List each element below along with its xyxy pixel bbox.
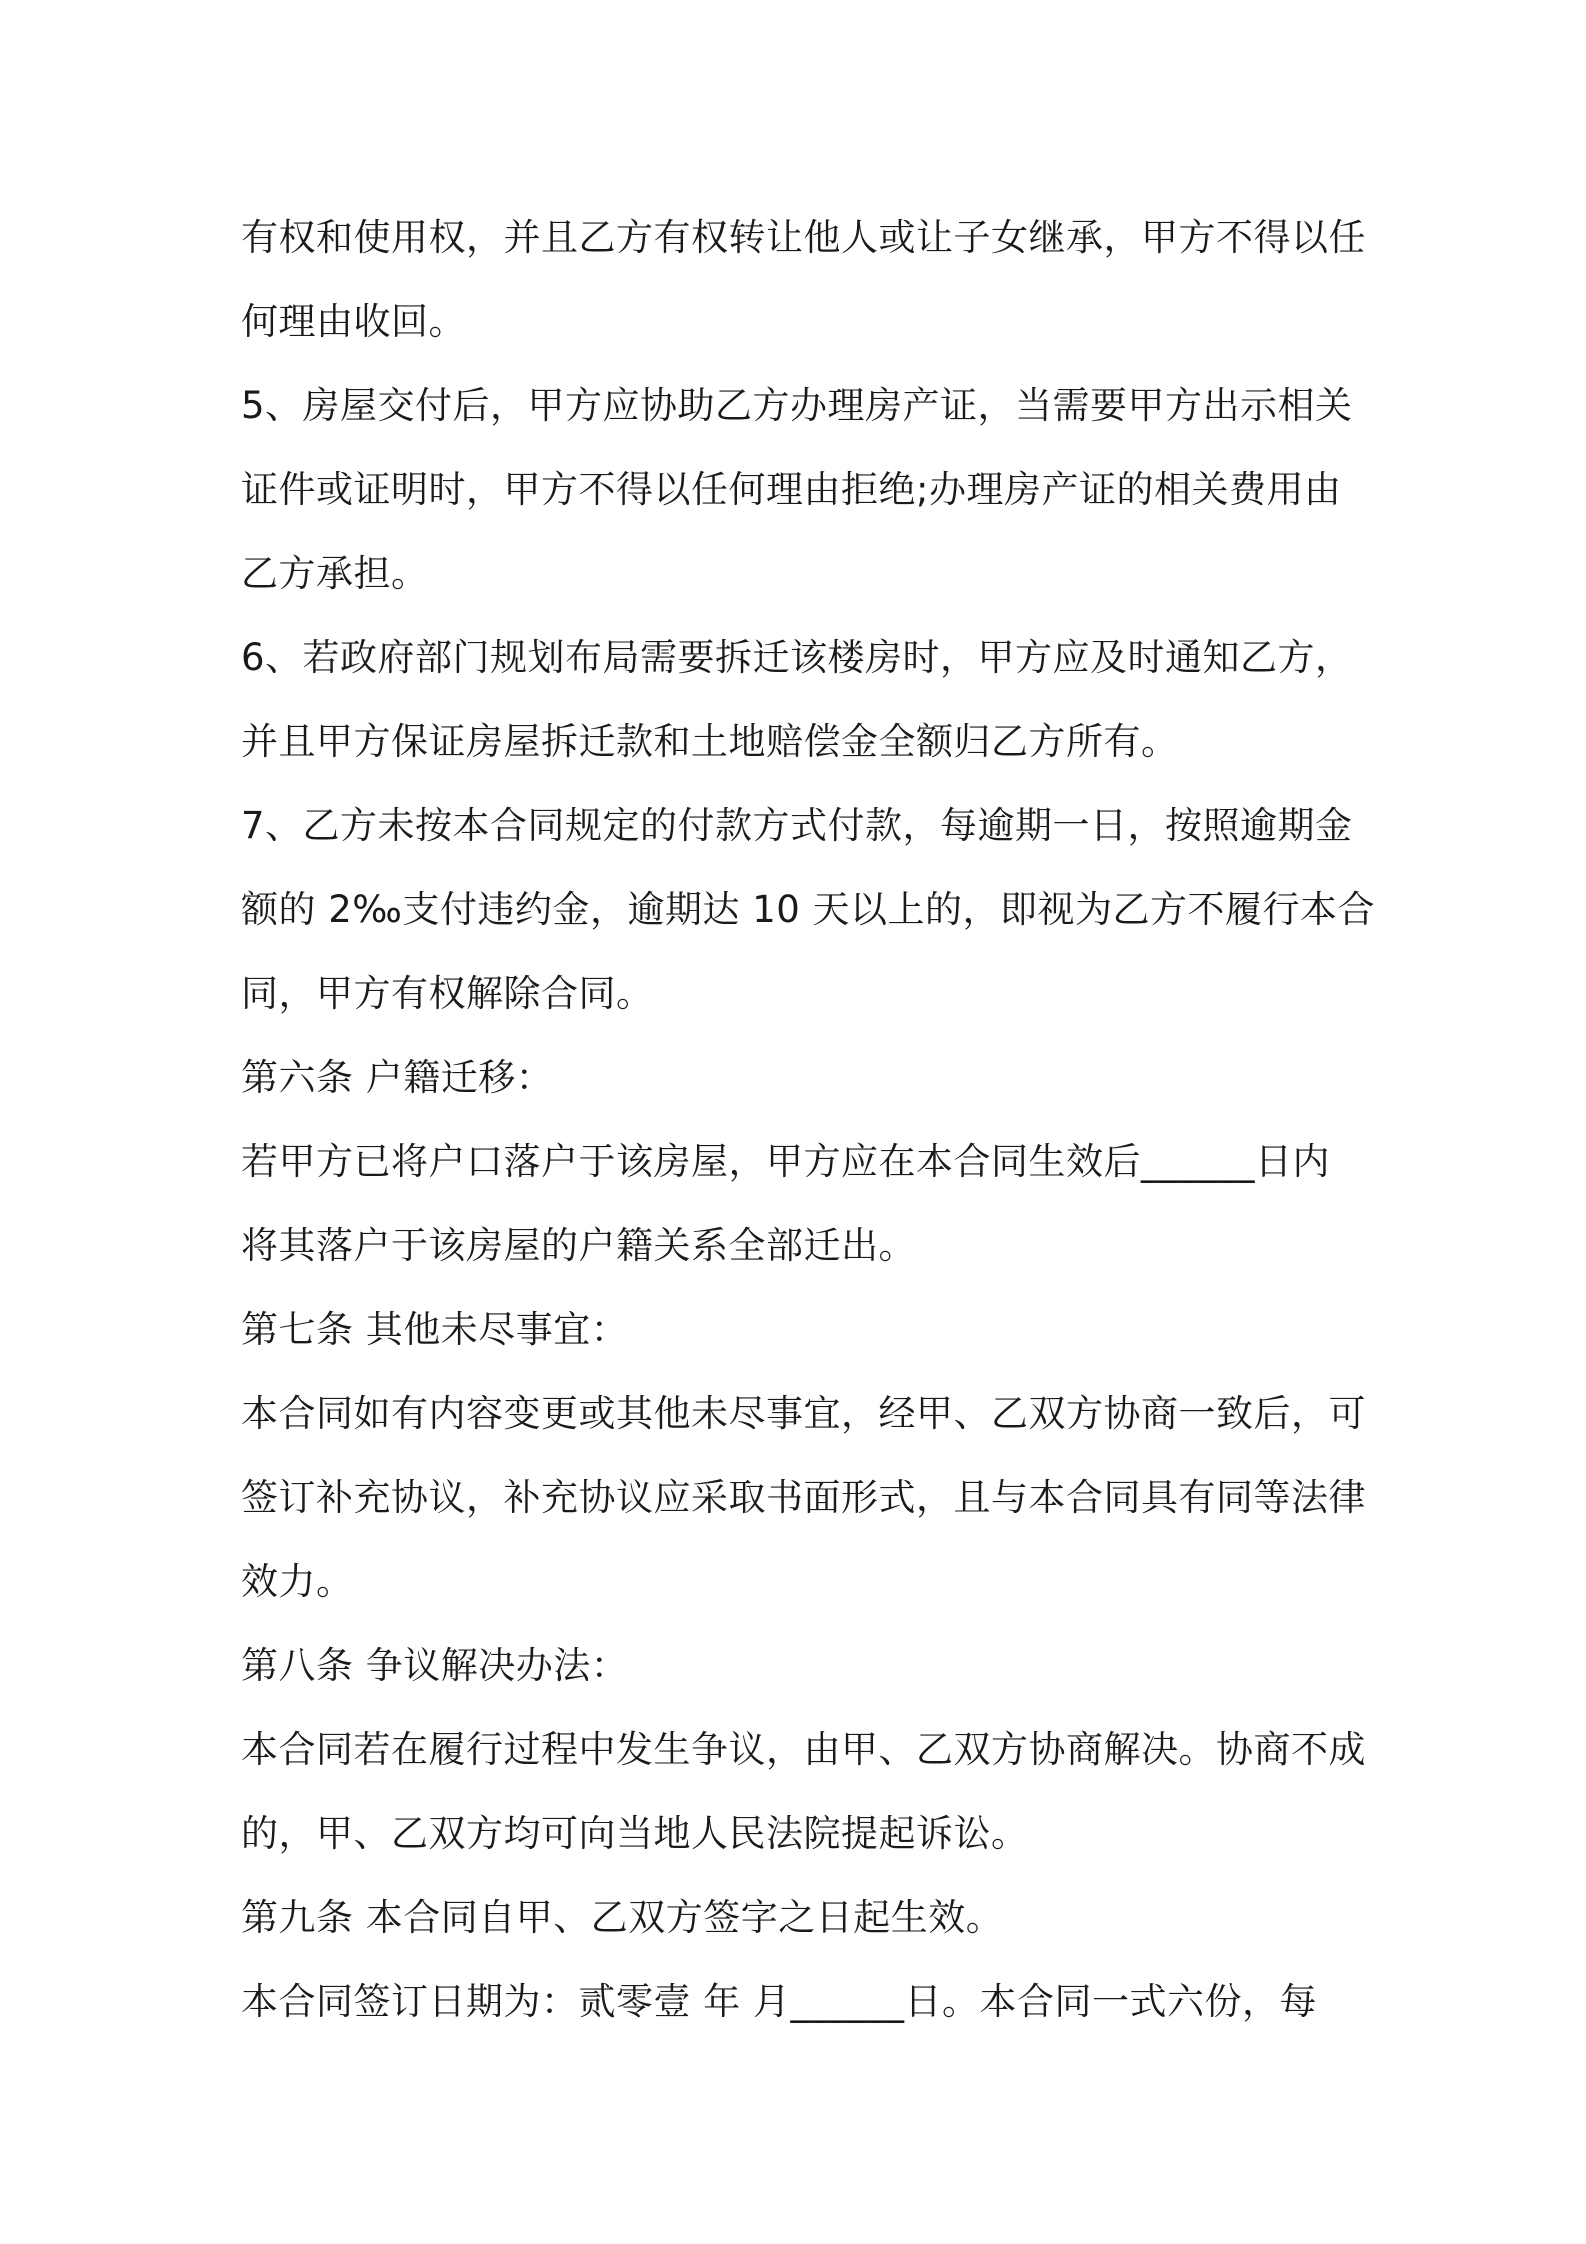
text-line: 的，甲、乙双方均可向当地人民法院提起诉讼。 (241, 1812, 1029, 1855)
text-line: 证件或证明时，甲方不得以任何理由拒绝;办理房产证的相关费用由 (241, 468, 1342, 511)
clause-5-line: 5、房屋交付后，甲方应协助乙方办理房产证，当需要甲方出示相关 (241, 384, 1353, 427)
text-line: 本合同如有内容变更或其他未尽事宜，经甲、乙双方协商一致后，可 (241, 1392, 1366, 1435)
text-line: 若甲方已将户口落户于该房屋，甲方应在本合同生效后______日内 (241, 1140, 1330, 1183)
article-6-heading: 第六条 户籍迁移： (241, 1056, 554, 1099)
article-8-heading: 第八条 争议解决办法： (241, 1644, 629, 1687)
clause-6-line: 6、若政府部门规划布局需要拆迁该楼房时，甲方应及时通知乙方， (241, 636, 1353, 679)
text-line: 同，甲方有权解除合同。 (241, 972, 654, 1015)
text-line: 并且甲方保证房屋拆迁款和土地赔偿金全额归乙方所有。 (241, 720, 1179, 763)
text-line: 何理由收回。 (241, 300, 466, 343)
text-line: 乙方承担。 (241, 552, 429, 595)
article-7-heading: 第七条 其他未尽事宜： (241, 1308, 629, 1351)
signing-date-line: 本合同签订日期为：贰零壹 年 月______日。本合同一式六份，每 (241, 1980, 1318, 2023)
article-9-heading: 第九条 本合同自甲、乙双方签字之日起生效。 (241, 1896, 1004, 1939)
text-line: 额的 2‰支付违约金，逾期达 10 天以上的，即视为乙方不履行本合 (241, 888, 1376, 931)
text-line: 签订补充协议，补充协议应采取书面形式，且与本合同具有同等法律 (241, 1476, 1366, 1519)
text-line: 有权和使用权，并且乙方有权转让他人或让子女继承，甲方不得以任 (241, 216, 1366, 259)
contract-text (241, 196, 1376, 2044)
text-line: 效力。 (241, 1560, 354, 1603)
text-line: 本合同若在履行过程中发生争议，由甲、乙双方协商解决。协商不成 (241, 1728, 1366, 1771)
text-line: 将其落户于该房屋的户籍关系全部迁出。 (241, 1224, 916, 1267)
clause-7-line: 7、乙方未按本合同规定的付款方式付款，每逾期一日，按照逾期金 (241, 804, 1353, 847)
